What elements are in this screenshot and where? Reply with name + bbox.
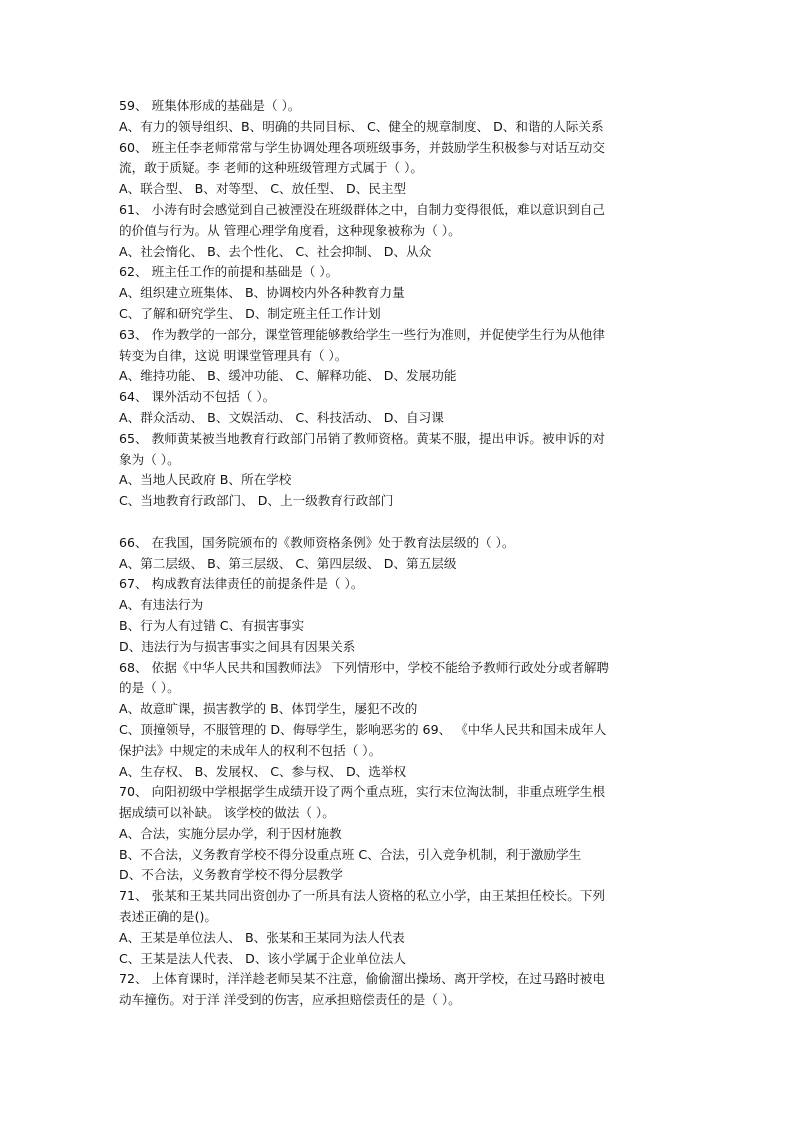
question-67-option-d: D、违法行为与损害事实之间具有因果关系 [119,638,356,654]
question-71-options-ab: A、王某是单位法人、 B、张某和王某同为法人代表 [119,929,405,945]
question-67-option-a: A、有违法行为 [119,597,204,613]
question-64-options: A、群众活动、 B、文娱活动、 C、科技活动、 D、自习课 [119,409,444,425]
question-60-stem-line2: 流，敢于质疑。李 老师的这种班级管理方式属于（ ）。 [119,160,423,176]
question-71-options-cd: C、王某是法人代表、 D、该小学属于企业单位法人 [119,950,406,966]
question-68-stem-line2: 的是（ ）。 [119,680,180,696]
question-66-options: A、第二层级、 B、第三层级、 C、第四层级、 D、第五层级 [119,555,457,571]
question-62-options-ab: A、组织建立班集体、 B、协调校内外各种教育力量 [119,285,405,301]
question-72-stem-line1: 72、 上体育课时，洋洋趁老师吴某不注意，偷偷溜出操场、离开学校，在过马路时被电 [119,971,605,987]
question-70-stem-line2: 据成绩可以补缺。 该学校的做法（ ）。 [119,805,335,821]
question-70-option-d: D、不合法，义务教育学校不得分层教学 [119,867,343,883]
question-68-options-cd-question-69-stem: C、顶撞领导，不服管理的 D、侮辱学生，影响恶劣的 69、 《中华人民共和国未成年人 [119,721,607,737]
question-65-options-cd: C、当地教育行政部门、 D、上一级教育行政部门 [119,493,394,509]
question-63-options: A、维持功能、 B、缓冲功能、 C、解释功能、 D、发展功能 [119,368,457,384]
question-65-stem-line2: 象为（ ）。 [119,451,180,467]
blank-line [119,512,684,533]
question-65-options-ab: A、当地人民政府 B、所在学校 [119,472,292,488]
question-62-options-cd: C、了解和研究学生、 D、制定班主任工作计划 [119,305,381,321]
question-61-stem-line1: 61、 小涛有时会感觉到自己被湮没在班级群体之中，自制力变得很低，难以意识到自己 [119,201,605,217]
question-60-stem-line1: 60、 班主任李老师常常与学生协调处理各项班级事务，并鼓励学生积极参与对话互动交 [119,139,605,155]
question-59-options: A、有力的领导组织、B、明确的共同目标、 C、健全的规章制度、 D、和谐的人际关系 [119,118,604,134]
question-70-option-a: A、合法，实施分层办学，利于因材施教 [119,825,342,841]
question-61-stem-line2: 的价值与行为。从 管理心理学角度看，这种现象被称为（ ）。 [119,222,461,238]
question-67-options-bc: B、行为人有过错 C、有损害事实 [119,617,305,633]
question-61-options: A、社会惰化、 B、去个性化、 C、社会抑制、 D、从众 [119,243,432,259]
question-69-stem-line2: 保护法》中规定的未成年人的权利不包括（ ）。 [119,742,382,758]
question-60-options: A、联合型、 B、对等型、 C、放任型、 D、民主型 [119,181,407,197]
question-59-stem: 59、 班集体形成的基础是（ ）。 [119,98,301,113]
question-70-stem-line1: 70、 向阳初级中学根据学生成绩开设了两个重点班，实行末位淘汰制，非重点班学生根 [119,784,605,800]
question-71-stem-line1: 71、 张某和王某共同出资创办了一所具有法人资格的私立小学，由王某担任校长。下列 [119,888,605,904]
question-63-stem-line2: 转变为自律，这说 明课堂管理具有（ ）。 [119,347,348,363]
question-64-stem: 64、 课外活动不包括（ ）。 [119,389,276,405]
question-63-stem-line1: 63、 作为教学的一部分，课堂管理能够教给学生一些行为准则，并促使学生行为从他律 [119,326,605,342]
question-68-stem-line1: 68、 依据《中华人民共和国教师法》 下列情形中，学校不能给予教师行政处分或者解聘 [119,659,610,675]
document-page [119,96,684,1011]
question-70-options-bc: B、不合法，义务教育学校不得分设重点班 C、合法，引入竞争机制，利于激励学生 [119,846,582,862]
question-66-stem: 66、 在我国，国务院颁布的《教师资格条例》处于教育法层级的（ ）。 [119,534,515,550]
question-68-options-ab: A、故意旷课，损害教学的 B、体罚学生，屡犯不改的 [119,701,418,717]
question-71-stem-line2: 表述正确的是()。 [119,909,217,925]
question-72-stem-line2: 动车撞伤。对于洋 洋受到的伤害，应承担赔偿责任的是（ ）。 [119,992,461,1008]
question-67-stem: 67、 构成教育法律责任的前提条件是（ ）。 [119,576,364,592]
question-62-stem: 62、 班主任工作的前提和基础是（ ）。 [119,264,339,280]
question-65-stem-line1: 65、 教师黄某被当地教育行政部门吊销了教师资格。黄某不服，提出申诉。被申诉的对 [119,430,605,446]
question-69-options: A、生存权、 B、发展权、 C、参与权、 D、选举权 [119,763,407,779]
